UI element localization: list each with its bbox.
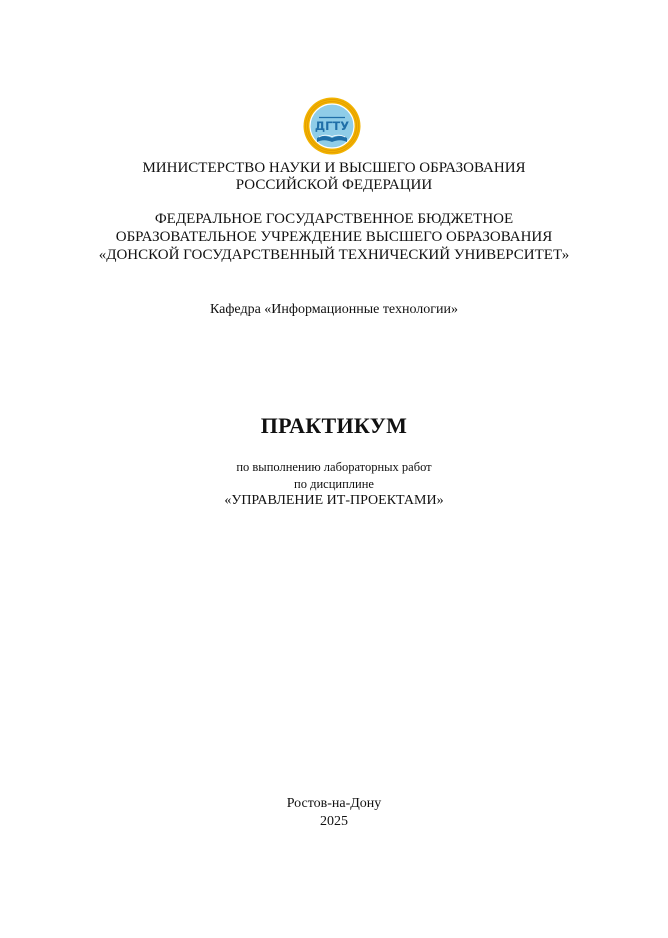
institution-line-2: ОБРАЗОВАТЕЛЬНОЕ УЧРЕЖДЕНИЕ ВЫСШЕГО ОБРАЗОВАНИЯ <box>115 229 553 245</box>
document-subtitle-line-1: по выполнению лабораторных работ <box>236 460 432 474</box>
institution-line-1: ФЕДЕРАЛЬНОЕ ГОСУДАРСТВЕННОЕ БЮДЖЕТНОЕ <box>154 211 514 227</box>
university-emblem-icon <box>302 96 362 156</box>
department-name: Кафедра «Информационные технологии» <box>209 302 458 317</box>
discipline-name: «УПРАВЛЕНИЕ ИТ-ПРОЕКТАМИ» <box>224 493 444 508</box>
document-title: ПРАКТИКУМ <box>260 413 408 438</box>
ministry-line-2: РОССИЙСКОЙ ФЕДЕРАЦИИ <box>235 177 433 193</box>
document-subtitle-line-2: по дисциплине <box>294 477 374 491</box>
institution-line-3: «ДОНСКОЙ ГОСУДАРСТВЕННЫЙ ТЕХНИЧЕСКИЙ УНИВЕРСИТЕТ» <box>98 247 570 263</box>
ministry-line-1: МИНИСТЕРСТВО НАУКИ И ВЫСШЕГО ОБРАЗОВАНИЯ <box>142 160 526 176</box>
city: Ростов-на-Дону <box>286 796 382 811</box>
year: 2025 <box>320 814 348 829</box>
emblem-text: ДГТУ <box>314 119 350 133</box>
